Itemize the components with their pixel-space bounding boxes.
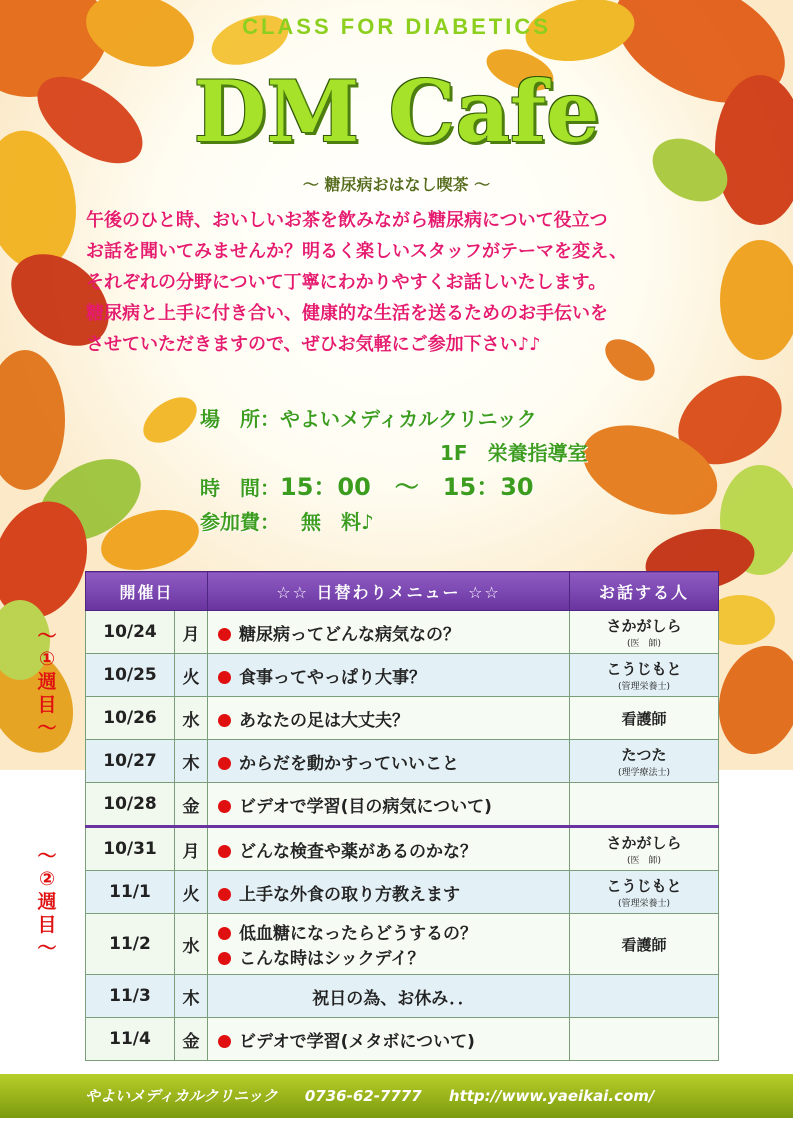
- speaker-name: さかがしら: [606, 617, 682, 635]
- table-row: [86, 975, 719, 1018]
- speaker-name: 看護師: [621, 709, 667, 728]
- footer-url[interactable]: http://www.yaeikai.com/: [448, 1087, 655, 1105]
- intro-line: 午後のひと時、おいしいお茶を飲みながら糖尿病について役立つ: [86, 210, 608, 231]
- topic-text: 低血糖になったらどうするの？: [239, 924, 477, 944]
- row-speaker: [570, 783, 719, 827]
- row-speaker: [570, 975, 719, 1018]
- class-label: CLASS FOR DIABETICS: [242, 14, 551, 39]
- footer-phone: 0736-62-7777: [304, 1087, 422, 1105]
- place-row: [200, 402, 588, 436]
- row-day: 金: [175, 783, 208, 827]
- row-speaker: [570, 827, 719, 871]
- speaker-name: こうじもと: [606, 660, 682, 678]
- table-row: [86, 654, 719, 697]
- row-date: 10/25: [86, 654, 175, 697]
- speaker-name: たつた: [621, 746, 667, 764]
- page-subtitle: 〜 糖尿病おはなし喫茶 〜: [302, 175, 491, 194]
- speaker-role: (管理栄養士): [617, 682, 671, 692]
- bullet-icon: [218, 628, 231, 641]
- week-2-label: 〜 ② 週 目 〜: [37, 845, 57, 959]
- bullet-icon: [218, 757, 231, 770]
- header-menu: ☆☆ 日替わりメニュー ☆☆: [208, 572, 570, 611]
- menu-schedule-table: [85, 571, 719, 1061]
- topic-text: ビデオで学習(メタボについて): [239, 1031, 475, 1052]
- table-row: [86, 1018, 719, 1061]
- row-date: 10/27: [86, 740, 175, 783]
- place-room: 1F 栄養指導室: [440, 441, 588, 465]
- speaker-name: こうじもと: [606, 877, 682, 895]
- holiday-note: 祝日の為、お休み．．: [208, 975, 570, 1018]
- room-row: [200, 436, 588, 470]
- event-info: [200, 402, 588, 539]
- intro-line: 糖尿病と上手に付き合い、健康的な生活を送るためのお手伝いを: [86, 303, 608, 324]
- fee-label: 参加費：: [200, 510, 280, 534]
- speaker-role: (医 師): [626, 639, 662, 649]
- place-label: 場 所：: [200, 407, 280, 431]
- bullet-icon: [218, 845, 231, 858]
- table-row: [86, 783, 719, 827]
- row-topic: [208, 740, 570, 783]
- row-speaker: [570, 654, 719, 697]
- table-row: [86, 827, 719, 871]
- intro-line: お話を聞いてみませんか？明るく楽しいスタッフがテーマを変え、: [86, 241, 628, 262]
- bullet-icon: [218, 952, 231, 965]
- speaker-name: 看護師: [621, 935, 667, 954]
- row-day: 月: [175, 827, 208, 871]
- row-topic: [208, 871, 570, 914]
- topic-text: 上手な外食の取り方教えます: [239, 884, 460, 905]
- row-day: 火: [175, 871, 208, 914]
- topic-text: からだを動かすっていいこと: [239, 753, 459, 774]
- week-1-label: 〜 ① 週 目 〜: [37, 625, 57, 739]
- row-day: 月: [175, 611, 208, 654]
- header-date: 開催日: [86, 572, 208, 611]
- row-date: 11/1: [86, 871, 175, 914]
- topic-text: どんな検査や薬があるのかな？: [239, 841, 477, 862]
- row-topic: [208, 783, 570, 827]
- row-topic: [208, 827, 570, 871]
- row-speaker: [570, 697, 719, 740]
- topic-text: ビデオで学習(目の病気について): [239, 796, 492, 817]
- row-date: 11/4: [86, 1018, 175, 1061]
- bullet-icon: [218, 800, 231, 813]
- row-speaker: [570, 611, 719, 654]
- row-day: 水: [175, 697, 208, 740]
- row-speaker: [570, 740, 719, 783]
- table-row: [86, 740, 719, 783]
- speaker-role: (管理栄養士): [617, 899, 671, 909]
- speaker-role: (医 師): [626, 856, 662, 866]
- place-value: やよいメディカルクリニック: [280, 407, 537, 431]
- row-topic: [208, 611, 570, 654]
- row-speaker: [570, 1018, 719, 1061]
- table-row: [86, 914, 719, 975]
- row-topic: [208, 914, 570, 975]
- row-topic: [208, 1018, 570, 1061]
- row-day: 木: [175, 975, 208, 1018]
- page-title: DM Cafe: [193, 62, 600, 161]
- time-value: 15：00 〜 15：30: [280, 473, 534, 501]
- table-row: [86, 611, 719, 654]
- row-topic: [208, 697, 570, 740]
- bullet-icon: [218, 1035, 231, 1048]
- topic-text: あなたの足は大丈夫？: [239, 710, 409, 731]
- speaker-name: さかがしら: [606, 834, 682, 852]
- row-speaker: [570, 914, 719, 975]
- topic-text: 糖尿病ってどんな病気なの？: [239, 624, 460, 645]
- row-day: 金: [175, 1018, 208, 1061]
- footer-contact: [85, 1085, 676, 1106]
- row-date: 10/28: [86, 783, 175, 827]
- row-topic: [208, 654, 570, 697]
- bullet-icon: [218, 714, 231, 727]
- fee-value: 無 料♪: [300, 510, 374, 534]
- intro-line: させていただきますので、ぜひお気軽にご参加下さい♪♪: [86, 334, 541, 355]
- table-row: [86, 697, 719, 740]
- time-row: [200, 470, 588, 505]
- row-date: 10/24: [86, 611, 175, 654]
- bullet-icon: [218, 671, 231, 684]
- row-date: 11/3: [86, 975, 175, 1018]
- header-speaker: お話する人: [570, 572, 719, 611]
- bullet-icon: [218, 927, 231, 940]
- table-row: [86, 871, 719, 914]
- fee-row: [200, 505, 588, 539]
- intro-line: それぞれの分野について丁寧にわかりやすくお話しいたします。: [86, 272, 607, 293]
- row-day: 火: [175, 654, 208, 697]
- speaker-role: (理学療法士): [617, 768, 671, 778]
- footer-clinic: やよいメディカルクリニック: [85, 1087, 278, 1105]
- row-date: 10/31: [86, 827, 175, 871]
- row-date: 11/2: [86, 914, 175, 975]
- time-label: 時 間：: [200, 476, 280, 500]
- bullet-icon: [218, 888, 231, 901]
- row-day: 木: [175, 740, 208, 783]
- row-speaker: [570, 871, 719, 914]
- table-header-row: [86, 572, 719, 611]
- row-day: 水: [175, 914, 208, 975]
- topic-text: 食事ってやっぱり大事？: [239, 667, 426, 688]
- row-date: 10/26: [86, 697, 175, 740]
- topic-text: こんな時はシックデイ？: [239, 949, 425, 969]
- intro-text: [86, 205, 746, 360]
